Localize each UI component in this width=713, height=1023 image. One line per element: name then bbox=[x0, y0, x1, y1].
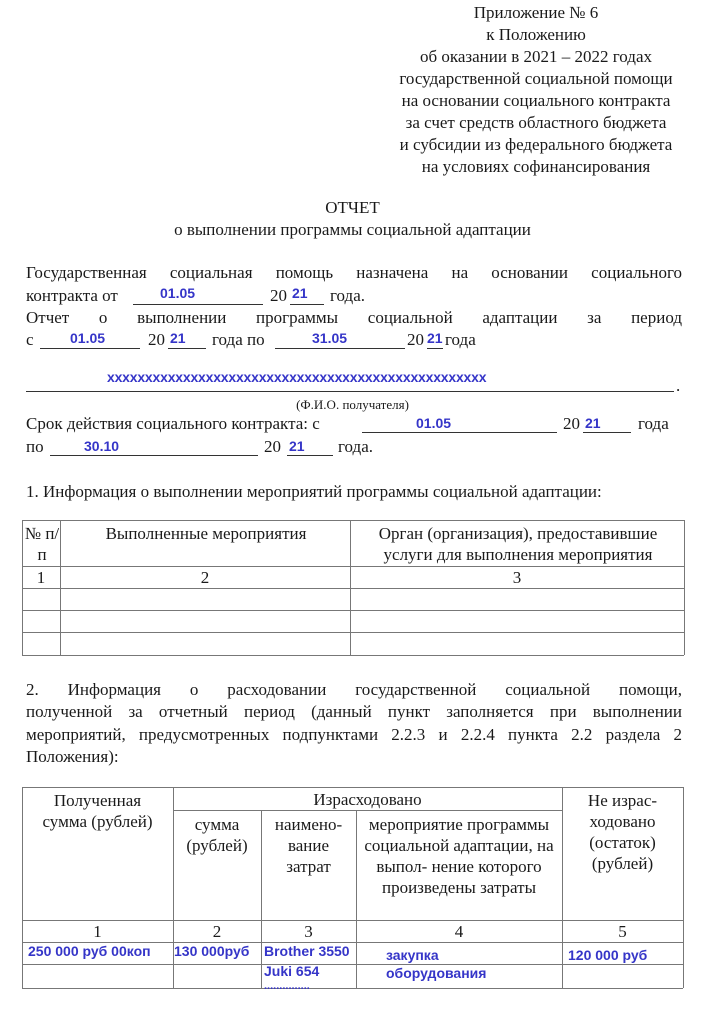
fio-caption: (Ф.И.О. получателя) bbox=[296, 397, 409, 412]
term-from-field[interactable]: 01.05 bbox=[416, 415, 452, 431]
expense-name-cell[interactable]: Juki 654 bbox=[264, 963, 320, 979]
column-header: Полученная сумма (рублей) bbox=[42, 791, 153, 831]
column-header: Выполненные мероприятия bbox=[105, 524, 307, 543]
contract-year-field[interactable]: 21 bbox=[292, 285, 308, 301]
appendix-line: и субсидии из федерального бюджета bbox=[399, 135, 673, 154]
column-number: 3 bbox=[304, 922, 313, 941]
report-subtitle: о выполнении программы социальной адаптации bbox=[174, 220, 531, 239]
label: года. bbox=[338, 437, 374, 456]
appendix-line: на основании социального контракта bbox=[401, 91, 671, 110]
label: с bbox=[26, 330, 34, 349]
label: года по bbox=[212, 330, 265, 349]
column-number: 2 bbox=[200, 568, 210, 587]
report-title: ОТЧЕТ bbox=[325, 198, 380, 217]
label: года bbox=[445, 330, 476, 349]
activity-cell[interactable]: закупка bbox=[386, 947, 439, 963]
label: года. bbox=[330, 286, 366, 305]
section2-line: Положения): bbox=[26, 747, 119, 766]
column-number: 5 bbox=[618, 922, 627, 941]
column-number: 4 bbox=[454, 922, 464, 941]
section2-line: мероприятий, предусмотренных подпунктами 2.2.3 и 2.2.4 пункта 2.2 раздела 2 bbox=[26, 725, 682, 744]
intro-line: Отчет о выполнении программы социальной адаптации за период bbox=[26, 308, 682, 327]
column-number: 2 bbox=[212, 922, 222, 941]
period-to-year-field[interactable]: 21 bbox=[427, 330, 443, 346]
label: 20 bbox=[148, 330, 165, 349]
intro-line: Государственная социальная помощь назначена на основании социального bbox=[26, 263, 682, 282]
column-header: Орган (организация), предоставившие услуги для выполнения мероприятия bbox=[378, 524, 658, 564]
activity-cell[interactable]: оборудования bbox=[386, 965, 487, 981]
period-to-field[interactable]: 31.05 bbox=[312, 330, 348, 346]
label: 20 bbox=[563, 414, 580, 433]
recipient-name-field[interactable]: xxxxxxxxxxxxxxxxxxxxxxxxxxxxxxxxxxxxxxxxxxxxxxxxxx bbox=[107, 369, 487, 385]
column-header: мероприятие программы социальной адаптации, на выпол- нение которого произведены затраты bbox=[364, 815, 554, 897]
label: Срок действия социального контракта: с bbox=[26, 414, 320, 433]
appendix-line: за счет средств областного бюджета bbox=[405, 113, 667, 132]
column-number: 1 bbox=[93, 922, 102, 941]
column-number: 1 bbox=[36, 568, 46, 587]
period-from-year-field[interactable]: 21 bbox=[170, 330, 186, 346]
appendix-line: на условиях софинансирования bbox=[421, 157, 651, 176]
label: 20 bbox=[407, 330, 424, 349]
contract-date-field[interactable]: 01.05 bbox=[160, 285, 196, 301]
column-header: сумма (рублей) bbox=[186, 815, 248, 855]
term-from-year-field[interactable]: 21 bbox=[585, 415, 601, 431]
section2-line: полученной за отчетный период (данный пункт заполняется при выполнении bbox=[26, 702, 682, 721]
term-to-field[interactable]: 30.10 bbox=[84, 438, 120, 454]
spent-amount-cell[interactable]: 130 000руб bbox=[174, 943, 250, 959]
label: года bbox=[638, 414, 669, 433]
appendix-line: государственной социальной помощи bbox=[399, 69, 673, 88]
column-header: Израсходовано bbox=[313, 790, 422, 809]
column-header: наимено- вание затрат bbox=[274, 815, 343, 876]
period-from-field[interactable]: 01.05 bbox=[70, 330, 106, 346]
received-amount-cell[interactable]: 250 000 руб 00коп bbox=[28, 943, 151, 959]
term-to-year-field[interactable]: 21 bbox=[289, 438, 305, 454]
report-document: Приложение № 6 к Положению об оказании в 2021 – 2022 годах государственной социальной помощи на основании социального контракта за счет средств областного бюджета и субсидии из федерального бюджета на условиях софинансирования ОТЧЕТ о выполнении программы социальной адаптации Государственная социальная помощь назначена на основании социального контракта от 01.05 20 21 года. Отчет о выполнении программы социальной адаптации за период с 01.05 20 21 года по 31.05 20 21 года xxxxxxxxxxxxxxxxxxxxxxxxxxxxxxxxxxxxxxxxxxxxxxxxxx . (Ф.И.О. получателя) Срок действия социального контракта: с 01.05 20 21 года по 30.10 20 21 года. 1. Информация о выполнении мероприятий программы социальной адаптации: № п/п Выполненные мероприятия Орган (организация), предоставившие услуги для выполнения мероприятия 1 2 3 2. Информация о расходовании государственной социальной помощи, полученной за отчетный период (данный пункт заполняется при выполнении мероприятий, предусмотренных подпунктами 2.2.3 и 2.2.4 пункта 2.2 раздела 2 Положения): Полученная сумма (рублей) Израсходовано сумма (рублей) наимено- вание затрат мероприятие программы социальной адаптации, на выпол- нение которого произведены затраты Не израс- ходовано (остаток) (рублей) 1 2 3 4 5 250 000 руб 00коп 130 000руб Brother 3550 Juki 654 ............... закупка оборудования 120 000 руб bbox=[0, 0, 713, 1023]
label: контракта от bbox=[26, 286, 118, 305]
column-header: Не израс- ходовано (остаток) (рублей) bbox=[587, 791, 658, 873]
remaining-amount-cell[interactable]: 120 000 руб bbox=[568, 947, 648, 963]
appendix-line: об оказании в 2021 – 2022 годах bbox=[419, 47, 653, 66]
section1-heading: 1. Информация о выполнении мероприятий программы социальной адаптации: bbox=[26, 482, 602, 501]
label: 20 bbox=[270, 286, 287, 305]
column-header: № п/п bbox=[24, 524, 60, 564]
appendix-line: к Положению bbox=[486, 25, 586, 44]
appendix-header bbox=[380, 2, 692, 178]
section2-line: 2. Информация о расходовании государственной социальной помощи, bbox=[26, 680, 682, 699]
label: 20 bbox=[264, 437, 281, 456]
appendix-line: Приложение № 6 bbox=[473, 3, 599, 22]
column-number: 3 bbox=[512, 568, 522, 587]
expense-name-cell[interactable]: Brother 3550 bbox=[264, 943, 350, 959]
label: по bbox=[26, 437, 44, 456]
expense-name-cell[interactable]: ............... bbox=[264, 980, 310, 992]
